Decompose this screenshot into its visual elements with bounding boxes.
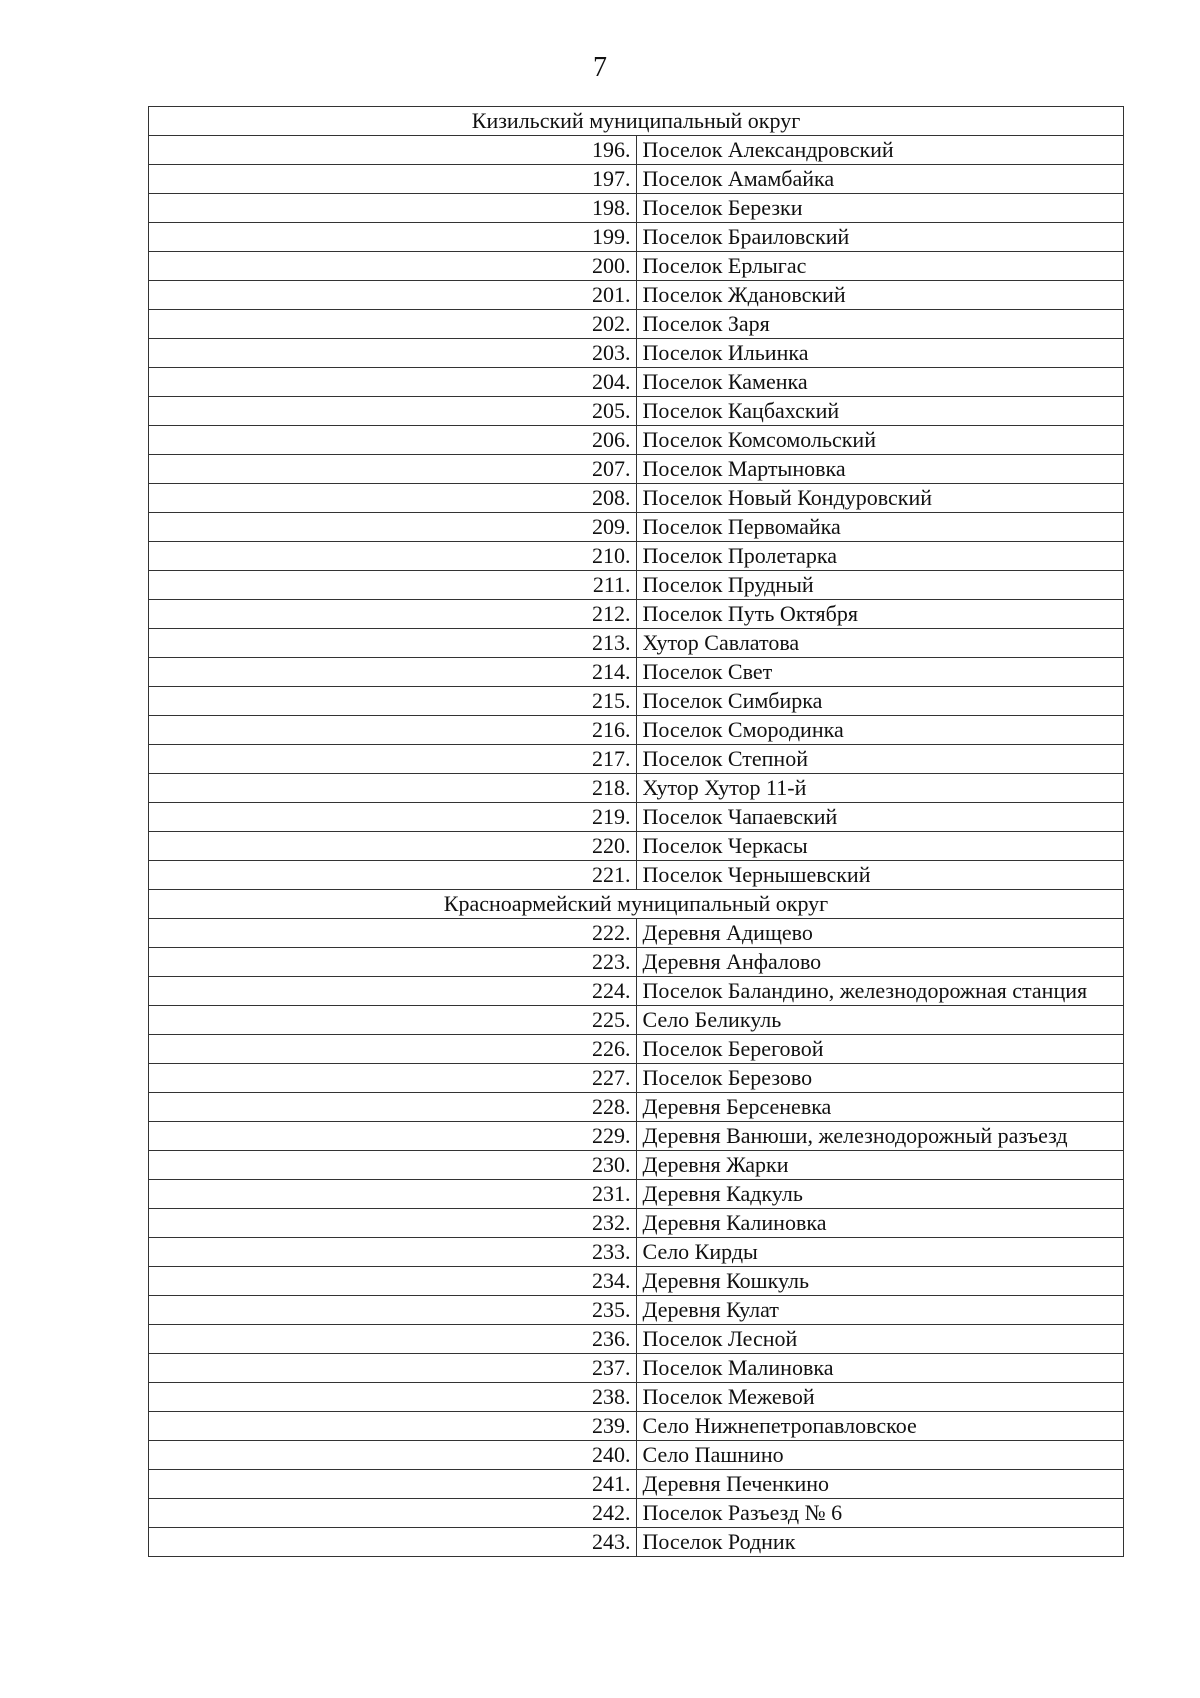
row-number: 236.: [149, 1325, 637, 1354]
table-row: [149, 1296, 1124, 1325]
table-row: [149, 194, 1124, 223]
row-number: 234.: [149, 1267, 637, 1296]
table-row: [149, 368, 1124, 397]
settlement-name: Хутор Савлатова: [636, 629, 1124, 658]
table-row: [149, 861, 1124, 890]
row-number: 229.: [149, 1122, 637, 1151]
table-row: [149, 542, 1124, 571]
table-row: [149, 397, 1124, 426]
section-header-row: [149, 107, 1124, 136]
row-number: 215.: [149, 687, 637, 716]
settlement-name: Поселок Амамбайка: [636, 165, 1124, 194]
row-number: 233.: [149, 1238, 637, 1267]
table-row: [149, 716, 1124, 745]
table-row: [149, 687, 1124, 716]
row-number: 200.: [149, 252, 637, 281]
row-number: 243.: [149, 1528, 637, 1557]
row-number: 240.: [149, 1441, 637, 1470]
row-number: 197.: [149, 165, 637, 194]
table-row: [149, 832, 1124, 861]
row-number: 218.: [149, 774, 637, 803]
settlement-name: Деревня Печенкино: [636, 1470, 1124, 1499]
settlement-name: Деревня Калиновка: [636, 1209, 1124, 1238]
settlement-name: Поселок Ждановский: [636, 281, 1124, 310]
table-row: [149, 1122, 1124, 1151]
row-number: 230.: [149, 1151, 637, 1180]
row-number: 213.: [149, 629, 637, 658]
row-number: 223.: [149, 948, 637, 977]
table-row: [149, 629, 1124, 658]
row-number: 237.: [149, 1354, 637, 1383]
table-row: [149, 600, 1124, 629]
row-number: 202.: [149, 310, 637, 339]
settlement-name: Деревня Адищево: [636, 919, 1124, 948]
row-number: 219.: [149, 803, 637, 832]
table-row: [149, 484, 1124, 513]
settlement-name: Поселок Симбирка: [636, 687, 1124, 716]
settlement-name: Поселок Межевой: [636, 1383, 1124, 1412]
table-row: [149, 1209, 1124, 1238]
row-number: 203.: [149, 339, 637, 368]
settlement-name: Поселок Новый Кондуровский: [636, 484, 1124, 513]
section-title: Красноармейский муниципальный округ: [149, 890, 1124, 919]
settlement-name: Поселок Пролетарка: [636, 542, 1124, 571]
table-row: [149, 339, 1124, 368]
row-number: 220.: [149, 832, 637, 861]
section-title: Кизильский муниципальный округ: [149, 107, 1124, 136]
table-row: [149, 310, 1124, 339]
table-row: [149, 1035, 1124, 1064]
page-number: 7: [593, 52, 607, 83]
settlement-name: Поселок Путь Октября: [636, 600, 1124, 629]
row-number: 206.: [149, 426, 637, 455]
settlement-name: Поселок Березово: [636, 1064, 1124, 1093]
row-number: 208.: [149, 484, 637, 513]
table-row: [149, 1441, 1124, 1470]
table-row: [149, 136, 1124, 165]
settlement-name: Деревня Ванюши, железнодорожный разъезд: [636, 1122, 1124, 1151]
table-row: [149, 745, 1124, 774]
table-row: [149, 1383, 1124, 1412]
row-number: 224.: [149, 977, 637, 1006]
section-header-row: [149, 890, 1124, 919]
table-row: [149, 1412, 1124, 1441]
table-row: [149, 658, 1124, 687]
table-row: [149, 1151, 1124, 1180]
row-number: 225.: [149, 1006, 637, 1035]
row-number: 209.: [149, 513, 637, 542]
table-row: [149, 977, 1124, 1006]
settlement-name: Поселок Лесной: [636, 1325, 1124, 1354]
settlement-name: Поселок Разъезд № 6: [636, 1499, 1124, 1528]
settlement-name: Поселок Березки: [636, 194, 1124, 223]
table-row: [149, 1180, 1124, 1209]
table-row: [149, 1064, 1124, 1093]
settlement-name: Деревня Берсеневка: [636, 1093, 1124, 1122]
table-row: [149, 281, 1124, 310]
settlement-name: Поселок Браиловский: [636, 223, 1124, 252]
settlement-name: Село Нижнепетропавловское: [636, 1412, 1124, 1441]
table-row: [149, 252, 1124, 281]
table-row: [149, 426, 1124, 455]
row-number: 201.: [149, 281, 637, 310]
settlement-name: Село Пашнино: [636, 1441, 1124, 1470]
table-row: [149, 571, 1124, 600]
settlement-name: Деревня Анфалово: [636, 948, 1124, 977]
settlement-name: Деревня Жарки: [636, 1151, 1124, 1180]
row-number: 238.: [149, 1383, 637, 1412]
table-row: [149, 1470, 1124, 1499]
settlement-name: Поселок Береговой: [636, 1035, 1124, 1064]
settlement-name: Поселок Ильинка: [636, 339, 1124, 368]
table-row: [149, 919, 1124, 948]
row-number: 210.: [149, 542, 637, 571]
table-row: [149, 165, 1124, 194]
settlement-name: Хутор Хутор 11-й: [636, 774, 1124, 803]
settlement-name: Поселок Свет: [636, 658, 1124, 687]
row-number: 216.: [149, 716, 637, 745]
settlement-name: Поселок Мартыновка: [636, 455, 1124, 484]
settlement-name: Поселок Чапаевский: [636, 803, 1124, 832]
settlement-name: Поселок Малиновка: [636, 1354, 1124, 1383]
table-row: [149, 1499, 1124, 1528]
settlement-name: Поселок Кацбахский: [636, 397, 1124, 426]
settlement-name: Поселок Смородинка: [636, 716, 1124, 745]
settlement-name: Поселок Прудный: [636, 571, 1124, 600]
table-row: [149, 948, 1124, 977]
settlement-name: Село Беликуль: [636, 1006, 1124, 1035]
table-row: [149, 1354, 1124, 1383]
row-number: 212.: [149, 600, 637, 629]
row-number: 199.: [149, 223, 637, 252]
settlement-name: Поселок Родник: [636, 1528, 1124, 1557]
row-number: 226.: [149, 1035, 637, 1064]
row-number: 198.: [149, 194, 637, 223]
row-number: 232.: [149, 1209, 637, 1238]
row-number: 235.: [149, 1296, 637, 1325]
row-number: 227.: [149, 1064, 637, 1093]
row-number: 239.: [149, 1412, 637, 1441]
settlement-name: Поселок Комсомольский: [636, 426, 1124, 455]
settlements-table: [148, 106, 1124, 1557]
settlement-name: Поселок Степной: [636, 745, 1124, 774]
row-number: 211.: [149, 571, 637, 600]
row-number: 241.: [149, 1470, 637, 1499]
settlement-name: Деревня Кошкуль: [636, 1267, 1124, 1296]
table-row: [149, 1238, 1124, 1267]
settlement-name: Поселок Ерлыгас: [636, 252, 1124, 281]
table-row: [149, 1093, 1124, 1122]
settlement-name: Поселок Чернышевский: [636, 861, 1124, 890]
row-number: 217.: [149, 745, 637, 774]
row-number: 222.: [149, 919, 637, 948]
settlement-name: Поселок Черкасы: [636, 832, 1124, 861]
table-row: [149, 1006, 1124, 1035]
settlement-name: Поселок Первомайка: [636, 513, 1124, 542]
settlements-table-body: [149, 107, 1124, 1557]
row-number: 242.: [149, 1499, 637, 1528]
row-number: 231.: [149, 1180, 637, 1209]
row-number: 207.: [149, 455, 637, 484]
table-row: [149, 1325, 1124, 1354]
row-number: 205.: [149, 397, 637, 426]
table-row: [149, 223, 1124, 252]
table-row: [149, 1528, 1124, 1557]
settlement-name: Село Кирды: [636, 1238, 1124, 1267]
row-number: 228.: [149, 1093, 637, 1122]
settlement-name: Поселок Александровский: [636, 136, 1124, 165]
table-row: [149, 774, 1124, 803]
row-number: 204.: [149, 368, 637, 397]
settlement-name: Поселок Баландино, железнодорожная станция: [636, 977, 1124, 1006]
table-row: [149, 1267, 1124, 1296]
table-row: [149, 455, 1124, 484]
settlement-name: Деревня Кадкуль: [636, 1180, 1124, 1209]
settlement-name: Деревня Кулат: [636, 1296, 1124, 1325]
row-number: 221.: [149, 861, 637, 890]
settlement-name: Поселок Заря: [636, 310, 1124, 339]
settlement-name: Поселок Каменка: [636, 368, 1124, 397]
table-row: [149, 513, 1124, 542]
table-row: [149, 803, 1124, 832]
row-number: 196.: [149, 136, 637, 165]
row-number: 214.: [149, 658, 637, 687]
